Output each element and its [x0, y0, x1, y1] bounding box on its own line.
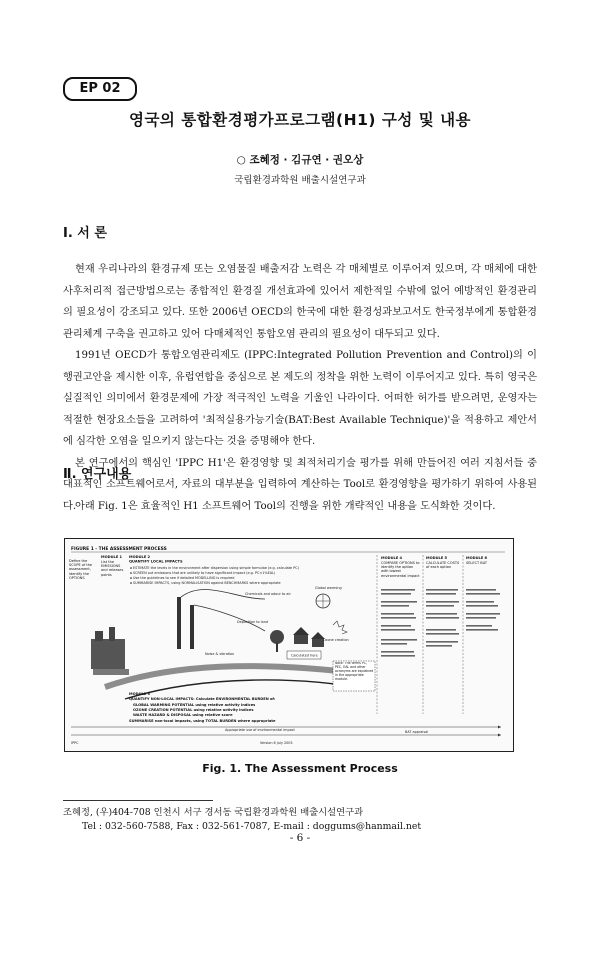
module-2-bullet: SUMMARISE IMPACTS, using NORMALISATION against BENCHMARKS where appropriate — [133, 581, 281, 585]
label-global-warming: Global warming — [315, 586, 342, 590]
module-3-block — [129, 692, 276, 723]
intro-body — [63, 259, 537, 517]
figure-caption: Fig. 1. The Assessment Process — [202, 762, 398, 775]
right-modules — [377, 555, 506, 714]
footnote-contact: Tel : 032-560-7588, Fax : 032-561-7087, E-mail : doggums@hanmail.net — [82, 821, 422, 832]
module-2-bullet: ESTIMATE the levels in the environment after dispersion using simple formulae (e.g. calculate PC) — [133, 566, 299, 570]
module-3-line: WASTE HAZARD & DISPOSAL using relative score — [133, 713, 233, 717]
module-4-name: MODULE 4 — [381, 556, 403, 560]
page-number: - 6 - — [289, 832, 311, 844]
module-2-bullet: Use the guidelines to see if detailed MODELLING is required — [133, 576, 235, 580]
label-ozone-creation: Ozone creation — [323, 638, 349, 642]
module-3-line: GLOBAL WARMING POTENTIAL using relative activity indices — [133, 703, 256, 707]
footnote-divider — [63, 800, 213, 801]
session-code-badge: EP 02 — [63, 77, 137, 101]
figure-diagram — [65, 539, 513, 751]
intro-paragraph: 본 연구에서의 핵심인 'IPPC H1'은 환경영향 및 최적처리기술 평가를 위해 만들어진 여러 지침서들 중 대표적인 소프트웨어로서, 자료의 대부분을 입력하여 계산하는 Tool로 환경영향을 평가하기 위하여 사용된다. — [63, 457, 537, 512]
figure-footer-right: BAT appraisal — [405, 730, 429, 734]
module-2-text: QUANTIFY LOCAL IMPACTS — [129, 559, 183, 564]
module-2-bullets — [130, 566, 299, 585]
module-5-name: MODULE 5 — [426, 556, 448, 560]
figure-footer-left: IPPC — [71, 741, 79, 745]
label-calculated-here: Calculated here — [291, 653, 318, 658]
assessment-process-figure — [64, 538, 514, 752]
module-3-name: MODULE 3 — [129, 692, 151, 696]
module-5-text: CALCULATE COSTS of each option — [426, 561, 460, 570]
figure-footer-version: Version 6 July 2003 — [260, 741, 293, 745]
scope-text: Define the SCOPE of the assessment, identify the OPTIONS — [69, 559, 93, 580]
intro-paragraph: 현재 우리나라의 환경규제 또는 오염물질 배출저감 노력은 각 매체별로 이루어져 있으며, 각 매체에 대한 사후처리적 접근방법으로는 종합적인 환경질 개선효과에 있어서 제한적일 수밖에 없어 예방적인 환경관리의 필요성이 강조되고 있다. 또한 2006년 OECD의 한국에 대한 환경성과보고서도 한국정부에게 통합환경관리체계 구축을 권고하고 있어 다매체적인 통합오염 관리의 필요성이 대두되고 있다. — [63, 264, 537, 340]
figure-note: Note: The terms PC, PEC, EAL and other acronyms are explained in the appropriate module. — [335, 662, 374, 681]
module-3-line: OZONE CREATION POTENTIAL using relative activity indices — [133, 708, 254, 712]
label-deposition: Deposition to land — [237, 620, 269, 624]
module-2-bullet: SCREEN out emissions that are unlikely to have significant impact (e.g. PC<1%EAL) — [133, 571, 276, 575]
module-6-text: SELECT BAT — [466, 561, 487, 565]
module-2-name: MODULE 2 — [129, 555, 151, 559]
module-3-line: QUANTIFY NON-LOCAL IMPACTS: Calculate ENVIRONMENTAL BURDEN of: — [129, 697, 276, 701]
footnote-author: 조혜정, (우)404-708 인천시 서구 경서동 국립환경과학원 배출시설연구과 — [63, 807, 364, 818]
module-1-text: List the EMISSIONS and releases points — [101, 560, 124, 577]
research-paragraph: 아래 Fig. 1은 효율적인 H1 소프트웨어 Tool의 진행을 위한 개략적인 내용을 도식화한 것이다. — [75, 501, 496, 512]
environment-illustration — [91, 586, 375, 699]
figure-header-title: FIGURE 1 - THE ASSESSMENT PROCESS — [71, 547, 167, 552]
module-6-name: MODULE 6 — [466, 556, 488, 560]
module-3-line: SUMMARISE non-local impacts, using TOTAL BURDEN where appropriate — [129, 719, 276, 723]
label-chemicals: Chemicals and odour to air — [245, 592, 291, 596]
module-1-name: MODULE 1 — [101, 555, 123, 559]
author-list: ○ 조혜정 · 김규연 · 권오상 — [236, 154, 364, 166]
section-heading-intro: Ⅰ. 서 론 — [63, 226, 107, 241]
section-heading-research: Ⅱ. 연구내용 — [63, 467, 132, 482]
footnote — [63, 806, 543, 834]
intro-paragraph: 1991년 OECD가 통합오염관리제도 (IPPC:Integrated Pollution Prevention and Control)의 이행권고안을 제시한 이후, 유럽연합을 중심으로 본 제도의 정착을 위한 노력이 이루어지고 있다. 특히 영국은 실질적인 의미에서 환경문제에 가장 적극적인 노력을 기울인 나라이다. 어떠한 허가를 받으려면, 운영자는 적절한 현장요소들을 고려하여 '최적실용가능기술(BAT:Best Available Technique)'을 적용하고 제안서에 심각한 오염을 일으키지 않는다는 것을 증명해야 한다. — [63, 350, 537, 447]
paper-title: 영국의 통합환경평가프로그램(H1) 구성 및 내용 — [128, 111, 472, 129]
label-noise: Noise & vibration — [205, 652, 235, 656]
figure-bottom-line: Appropriate use of environmental impact — [225, 728, 295, 732]
affiliation: 국립환경과학원 배출시설연구과 — [234, 175, 366, 186]
module-4-text: COMPARE OPTIONS to identify the option with lowest environmental impact — [381, 561, 420, 578]
research-body — [63, 496, 537, 518]
